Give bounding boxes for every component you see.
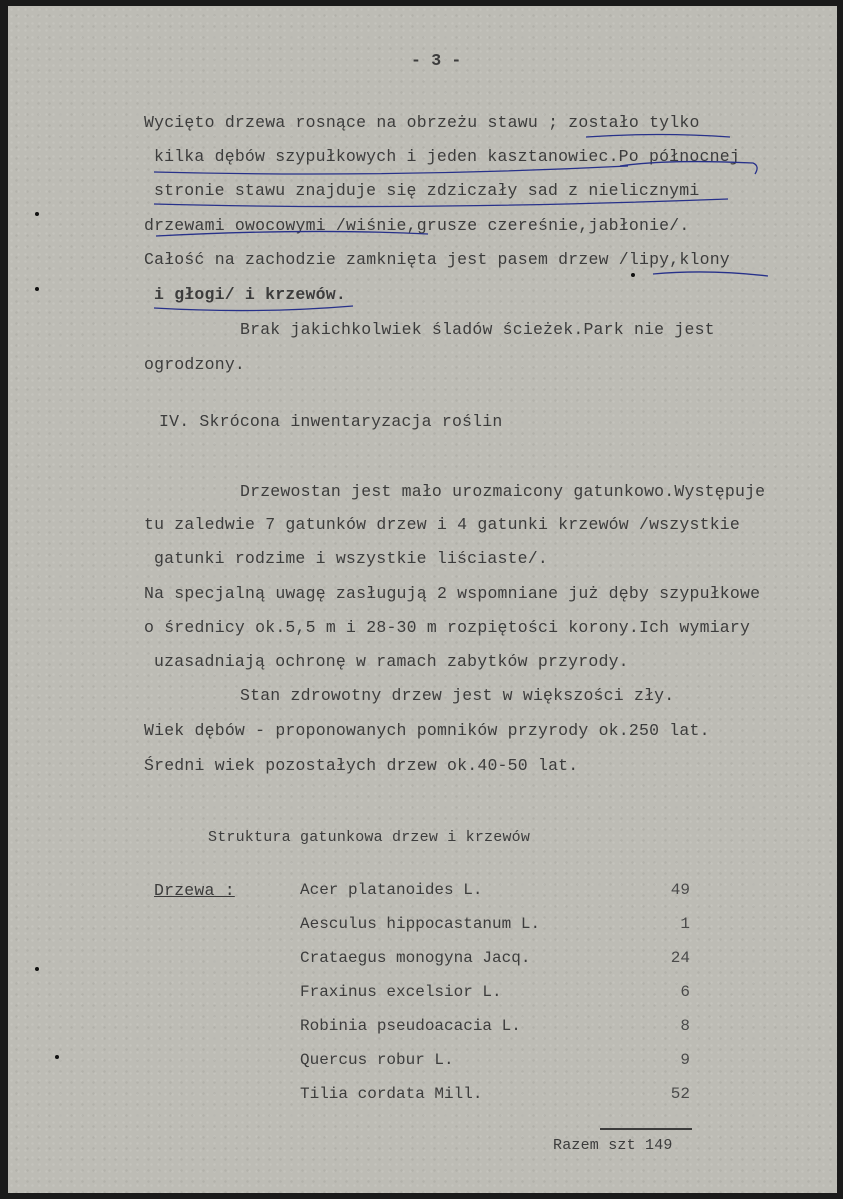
tree-species: Robinia pseudoacacia L. (300, 1017, 521, 1035)
tree-count: 1 (680, 915, 690, 933)
text-line: Stan zdrowotny drzew jest w większości zły. (240, 686, 675, 705)
section-heading: IV. Skrócona inwentaryzacja roślin (159, 412, 503, 431)
text-line: Brak jakichkolwiek śladów ścieżek.Park nie jest (240, 320, 715, 339)
tree-species: Aesculus hippocastanum L. (300, 915, 541, 933)
text-line: stronie stawu znajduje się zdziczały sad z nielicznymi (154, 181, 700, 200)
margin-dot (35, 287, 39, 291)
text-line: Wycięto drzewa rosnące na obrzeżu stawu ; zostało tylko (144, 113, 700, 132)
pen-dot (631, 273, 635, 277)
text-line: Na specjalną uwagę zasługują 2 wspomniane już dęby szypułkowe (144, 584, 761, 603)
tree-species: Quercus robur L. (300, 1051, 454, 1069)
sum-divider (600, 1128, 692, 1130)
tree-species: Fraxinus excelsior L. (300, 983, 502, 1001)
tree-count: 49 (670, 881, 690, 899)
text-line: Drzewostan jest mało urozmaicony gatunkowo.Występuje (240, 482, 766, 501)
text-line: ogrodzony. (144, 355, 246, 374)
text-line: o średnicy ok.5,5 m i 28-30 m rozpiętości korony.Ich wymiary (144, 618, 751, 637)
table-row-label: Drzewa : (154, 881, 235, 900)
tree-species: Tilia cordata Mill. (300, 1085, 483, 1103)
tree-species: Crataegus monogyna Jacq. (300, 949, 531, 967)
tree-count: 9 (680, 1051, 690, 1069)
text-line: i głogi/ i krzewów. (154, 285, 346, 304)
text-line: Średni wiek pozostałych drzew ok.40-50 lat. (144, 756, 579, 775)
margin-dot (35, 967, 39, 971)
text-line: drzewami owocowymi /wiśnie,grusze czereśnie,jabłonie/. (144, 216, 690, 235)
tree-count: 24 (670, 949, 690, 967)
margin-dot (55, 1055, 59, 1059)
text-line: gatunki rodzime i wszystkie liściaste/. (154, 549, 548, 568)
page-number: - 3 - (411, 51, 462, 70)
text-line: tu zaledwie 7 gatunków drzew i 4 gatunki krzewów /wszystkie (144, 515, 740, 534)
document-page (8, 6, 837, 1193)
text-line: uzasadniają ochronę w ramach zabytków przyrody. (154, 652, 629, 671)
tree-count: 8 (680, 1017, 690, 1035)
margin-dot (35, 212, 39, 216)
tree-species: Acer platanoides L. (300, 881, 483, 899)
text-line: Wiek dębów - proponowanych pomników przyrody ok.250 lat. (144, 721, 710, 740)
pen-underline-marks (8, 6, 837, 336)
tree-count: 6 (680, 983, 690, 1001)
text-line: Całość na zachodzie zamknięta jest pasem drzew /lipy,klony (144, 250, 730, 269)
text-line: kilka dębów szypułkowych i jeden kasztanowiec.Po północnej (154, 147, 740, 166)
total-label: Razem szt 149 (553, 1137, 673, 1154)
tree-count: 52 (670, 1085, 690, 1103)
table-heading: Struktura gatunkowa drzew i krzewów (208, 829, 531, 846)
